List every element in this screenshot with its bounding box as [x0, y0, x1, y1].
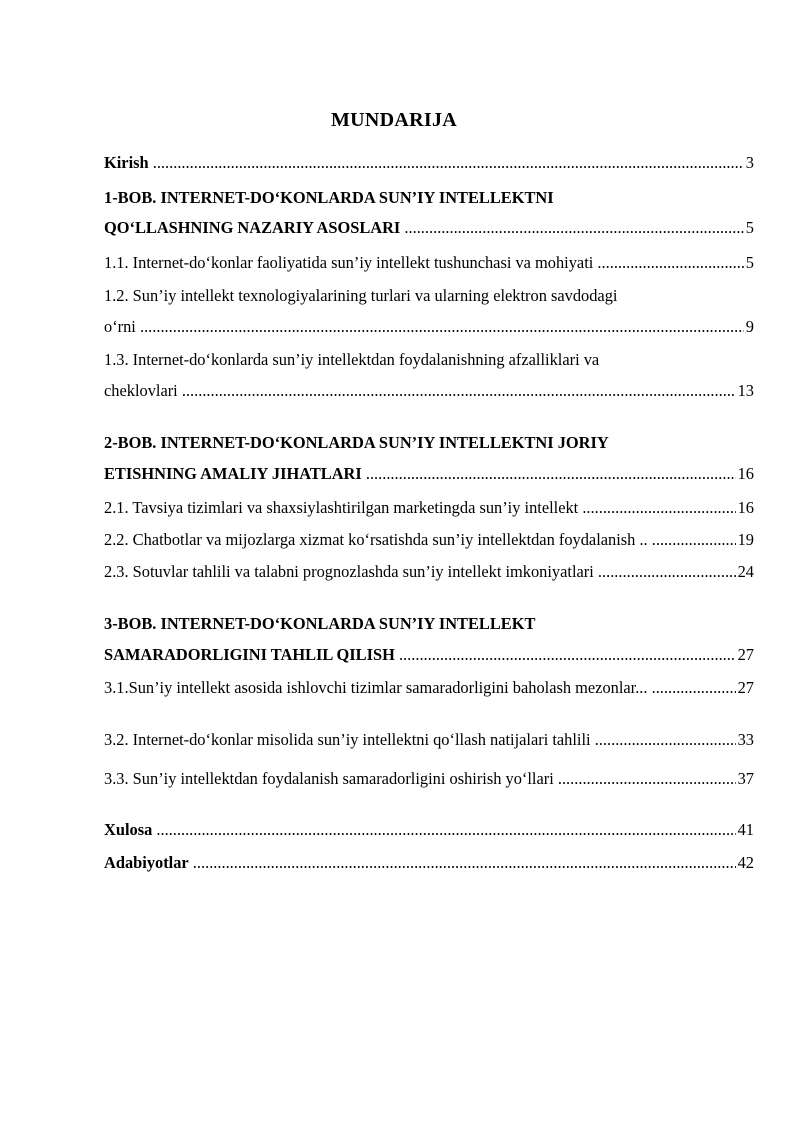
- toc-entry-text: 3-BOB. INTERNET-DO‘KONLARDA SUN’IY INTELLEKT: [104, 614, 536, 633]
- toc-entry-text: Adabiyotlar .....: [104, 851, 736, 875]
- toc-entry-text: 1.3. Internet-do‘konlarda sun’iy intellektdan foydalanishning afzalliklari va: [104, 350, 600, 369]
- toc-entry[interactable]: [104, 151, 754, 175]
- toc-entry-page: 3: [745, 153, 754, 172]
- toc-entry[interactable]: [104, 676, 754, 700]
- toc-entry[interactable]: [104, 496, 754, 520]
- toc-entry[interactable]: [104, 528, 754, 552]
- toc-entry-text: 2-BOB. INTERNET-DO‘KONLARDA SUN’IY INTELLEKTNI JORIY: [104, 433, 609, 452]
- toc-entry-text: 1.1. Internet-do‘konlar faoliyatida sun’iy intellekt tushunchasi va mohiyati .....: [104, 251, 744, 275]
- toc-entry-page: 33: [737, 730, 754, 749]
- toc-entry[interactable]: [104, 612, 754, 636]
- toc-entry-text: cheklovlari .....: [104, 379, 736, 403]
- toc-entry-page: 13: [737, 381, 754, 400]
- toc-entry[interactable]: [104, 379, 754, 403]
- toc-entry[interactable]: [104, 728, 754, 752]
- toc-entry[interactable]: [104, 462, 754, 486]
- toc-entry[interactable]: [104, 216, 754, 240]
- toc-entry[interactable]: [104, 315, 754, 339]
- toc-entry[interactable]: [104, 251, 754, 275]
- toc-entry-page: 9: [745, 317, 754, 336]
- toc-entry-page: 16: [737, 498, 754, 517]
- toc-entry-text: 2.1. Tavsiya tizimlari va shaxsiylashtirilgan marketingda sun’iy intellekt .....: [104, 496, 736, 520]
- toc-entry-page: 27: [737, 678, 754, 697]
- page-title: MUNDARIJA: [330, 109, 458, 131]
- toc-entry[interactable]: [104, 851, 754, 875]
- toc-entry-text: 3.3. Sun’iy intellektdan foydalanish samaradorligini oshirish yo‘llari .....: [104, 767, 736, 791]
- toc-entry-text: 1.2. Sun’iy intellekt texnologiyalarining turlari va ularning elektron savdodagi: [104, 286, 618, 305]
- toc-entry-text: Kirish .....: [104, 151, 744, 175]
- toc-entry-text: ETISHNING AMALIY JIHATLARI .....: [104, 462, 736, 486]
- toc-entry-page: 16: [737, 464, 754, 483]
- toc-entry-page: 5: [745, 253, 754, 272]
- toc-entry-page: 19: [737, 530, 754, 549]
- toc-entry[interactable]: [104, 818, 754, 842]
- toc-entry[interactable]: [104, 643, 754, 667]
- toc-entry-text: 2.2. Chatbotlar va mijozlarga xizmat ko‘rsatishda sun’iy intellektdan foydalanish .. .....: [104, 528, 736, 552]
- toc-entry-page: 37: [737, 769, 754, 788]
- toc-entry-text: 2.3. Sotuvlar tahlili va talabni prognozlashda sun’iy intellekt imkoniyatlari .....: [104, 560, 736, 584]
- toc-entry-text: QO‘LLASHNING NAZARIY ASOSLARI .....: [104, 216, 744, 240]
- toc-entry[interactable]: [104, 186, 754, 210]
- toc-entry[interactable]: [104, 348, 754, 372]
- toc-entry-text: Xulosa .....: [104, 818, 736, 842]
- toc-entry-page: 5: [745, 218, 754, 237]
- toc-entry[interactable]: [104, 431, 754, 455]
- toc-entry-page: 42: [737, 853, 754, 872]
- toc-entry-text: o‘rni .....: [104, 315, 744, 339]
- toc-entry-page: 24: [737, 562, 754, 581]
- toc-entry[interactable]: [104, 767, 754, 791]
- toc-entry-text: 1-BOB. INTERNET-DO‘KONLARDA SUN’IY INTELLEKTNI: [104, 188, 554, 207]
- toc-entry-text: SAMARADORLIGINI TAHLIL QILISH .....: [104, 643, 736, 667]
- toc-entry-page: 41: [737, 820, 754, 839]
- toc-entry-page: 27: [737, 645, 754, 664]
- toc-entry-text: 3.1.Sun’iy intellekt asosida ishlovchi tizimlar samaradorligini baholash mezonlar... .....: [104, 676, 736, 700]
- toc-entry-text: 3.2. Internet-do‘konlar misolida sun’iy intellektni qo‘llash natijalari tahlili .....: [104, 728, 736, 752]
- toc-entry[interactable]: [104, 560, 754, 584]
- toc-entry[interactable]: [104, 284, 754, 308]
